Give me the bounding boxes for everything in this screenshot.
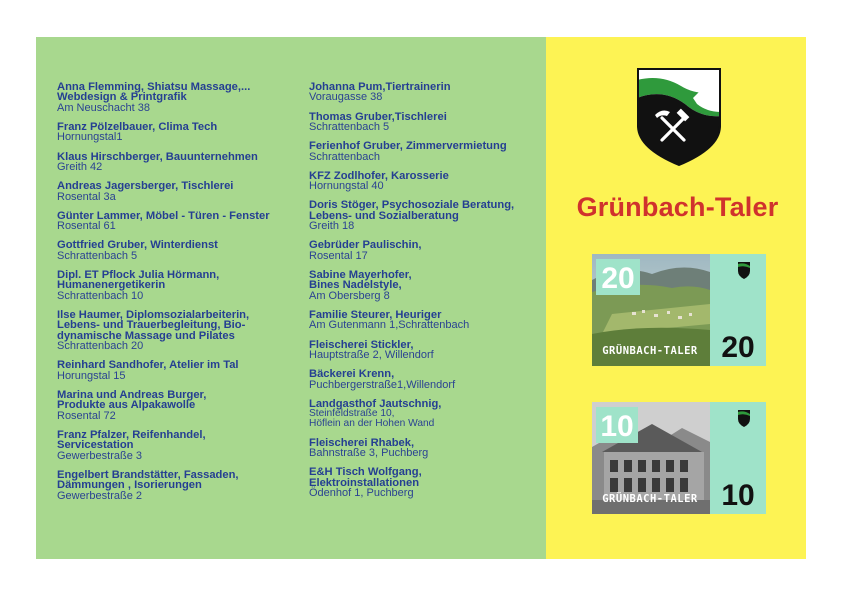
- left-column: [57, 82, 293, 510]
- business-address: Gewerbestraße 3: [57, 449, 142, 462]
- business-entry: [57, 82, 293, 113]
- business-entry: [57, 310, 293, 352]
- business-entry: [57, 470, 293, 501]
- business-address: Greith 42: [57, 161, 103, 173]
- business-address: Hornungstal1: [57, 131, 123, 144]
- business-name: Gottfried Gruber, Winterdienst: [57, 239, 218, 252]
- business-entry: [57, 181, 293, 202]
- business-entry: [309, 200, 541, 231]
- business-address: Horungstal 15: [57, 369, 126, 382]
- business-address: Bahnstraße 3, Puchberg: [309, 447, 429, 460]
- business-name: E&H Tisch Wolfgang, Elektroinstallationen: [309, 466, 422, 489]
- business-name: Landgasthof Jautschnig,: [309, 397, 442, 410]
- business-entry: [309, 438, 541, 459]
- business-entry: [57, 240, 293, 261]
- business-entry: [309, 141, 541, 162]
- business-address: Schrattenbach 20: [57, 340, 144, 353]
- business-address: Steinfeldstraße 10, Höflein an der Hohen Wand: [309, 408, 435, 430]
- business-address: Schrattenbach 5: [309, 121, 390, 133]
- business-name: Familie Steurer, Heuriger: [309, 308, 442, 321]
- banknote-20: [592, 254, 766, 366]
- business-entry: [309, 399, 541, 429]
- business-entry: [309, 340, 541, 361]
- business-name: Engelbert Brandstätter, Fassaden, Dämmungen , Isorierungen: [57, 468, 239, 492]
- business-name: Sabine Mayerhofer, Bines Nadelstyle,: [309, 268, 412, 292]
- business-entry: [57, 360, 293, 381]
- page-title: Grünbach-Taler: [576, 192, 779, 222]
- business-address: Hauptstraße 2, Willendorf: [309, 348, 434, 361]
- business-name: Ferienhof Gruber, Zimmervermietung: [309, 140, 507, 153]
- business-entry: [309, 369, 541, 390]
- business-name: Dipl. ET Pflock Julia Hörmann, Humanenergetikerin: [57, 268, 220, 292]
- business-entry: [309, 310, 541, 331]
- business-address: Am Neuschacht 38: [57, 101, 150, 114]
- business-entry: [57, 390, 293, 421]
- business-name: Gebrüder Paulischin,: [309, 239, 422, 252]
- crest-icon: [637, 68, 721, 166]
- business-address: Rosental 3a: [57, 190, 116, 203]
- business-name: Franz Pfalzer, Reifenhandel, Servicestation: [57, 428, 206, 452]
- business-address: Rosental 17: [309, 249, 368, 262]
- business-name: KFZ Zodlhofer, Karosserie: [309, 169, 449, 182]
- business-entry: [57, 270, 293, 301]
- business-address: Voraugasse 38: [309, 91, 383, 104]
- business-entry: [309, 82, 541, 103]
- right-column: [309, 82, 541, 507]
- business-address: Hornungstal 40: [309, 180, 384, 193]
- business-name: Anna Flemming, Shiatsu Massage,... Webdesign & Printgrafik: [57, 81, 251, 104]
- business-address: Puchbergerstraße1,Willendorf: [309, 378, 456, 391]
- business-address: Am Obersberg 8: [309, 289, 390, 302]
- business-entry: [309, 270, 541, 301]
- business-name: Reinhard Sandhofer, Atelier im Tal: [57, 359, 239, 372]
- business-name: Marina und Andreas Burger, Produkte aus Alpakawolle: [57, 388, 207, 412]
- business-entry: [57, 430, 293, 461]
- business-address: Rosental 61: [57, 220, 116, 233]
- business-name: Johanna Pum,Tiertrainerin: [309, 81, 451, 93]
- note-10-value-top: 10: [600, 410, 634, 443]
- business-address: Am Gutenmann 1,Schrattenbach: [309, 319, 470, 332]
- note-10-value-bottom: 10: [721, 479, 755, 512]
- business-name: Ilse Haumer, Diplomsozialarbeiterin, Lebens- und Trauerbegleitung, Bio- dynamische Massage und Pilates: [57, 308, 250, 342]
- business-entry: [57, 122, 293, 143]
- business-address: Ödenhof 1, Puchberg: [309, 487, 414, 500]
- business-name: Andreas Jagersberger, Tischlerei: [57, 180, 234, 193]
- business-name: Fleischerei Rhabek,: [309, 436, 415, 449]
- note-20-label: GRÜNBACH-TALER: [602, 345, 698, 357]
- business-entry: [57, 152, 293, 173]
- business-entry: [309, 171, 541, 192]
- business-address: Schrattenbach: [309, 150, 380, 163]
- business-name: Thomas Gruber,Tischlerei: [309, 110, 447, 123]
- business-name: Klaus Hirschberger, Bauunternehmen: [57, 150, 258, 163]
- business-name: Bäckerei Krenn,: [309, 368, 395, 381]
- banknote-10: [592, 402, 766, 514]
- business-entry: [57, 211, 293, 232]
- business-address: Gewerbestraße 2: [57, 489, 142, 502]
- business-name: Fleischerei Stickler,: [309, 338, 414, 351]
- business-address: Rosental 72: [57, 409, 116, 422]
- business-name: Doris Stöger, Psychosoziale Beratung, Lebens- und Sozialberatung: [309, 199, 515, 222]
- business-name: Günter Lammer, Möbel - Türen - Fenster: [57, 209, 270, 222]
- business-entry: [309, 112, 541, 133]
- note-20-value-top: 20: [601, 262, 635, 295]
- business-address: Schrattenbach 5: [57, 249, 138, 262]
- note-10-label: GRÜNBACH-TALER: [602, 493, 698, 505]
- business-address: Greith 18: [309, 220, 355, 233]
- business-name: Franz Pölzelbauer, Clima Tech: [57, 121, 218, 133]
- business-entry: [309, 240, 541, 261]
- business-address: Schrattenbach 10: [57, 289, 144, 302]
- business-entry: [309, 467, 541, 498]
- note-20-value-bottom: 20: [721, 331, 755, 364]
